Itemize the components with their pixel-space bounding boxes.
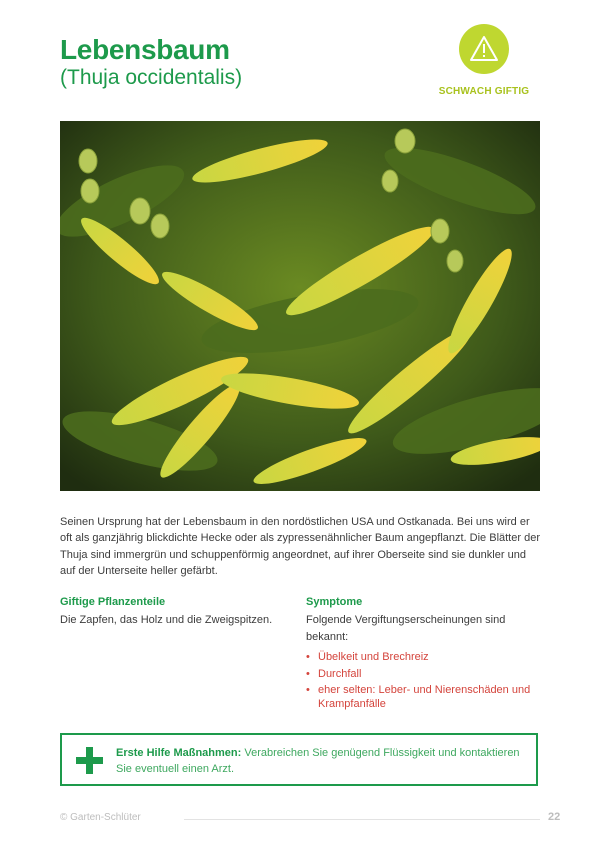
toxicity-label: SCHWACH GIFTIG [438,86,530,97]
footer-copyright: © Garten-Schlüter [60,812,141,823]
warning-triangle-icon [468,33,500,65]
footer-divider [184,819,540,820]
symptoms-list [306,651,540,711]
page-number: 22 [548,811,561,823]
list-item: • Übelkeit und Brechreiz [306,651,540,665]
latin-name: (Thuja occidentalis) [60,66,243,89]
list-item: • Durchfall [306,668,540,682]
symptoms-intro: Folgende Vergiftungserscheinungen sind bekannt: [306,614,506,643]
first-aid-instructions: Verabreichen Sie genügend Flüssigkeit und kontaktieren Sie eventuell einen Arzt. [116,747,520,775]
plant-photo [60,121,540,491]
first-aid-box [60,733,538,786]
symptoms-section [306,596,540,714]
plus-icon [76,747,103,774]
page-title: Lebensbaum [60,34,230,65]
list-item: • eher selten: Leber- und Nierenschäden und Krampfanfälle [306,684,540,711]
poisonous-parts-heading: Giftige Pflanzenteile [60,596,166,608]
plant-description: Seinen Ursprung hat der Lebensbaum in den nordöstlichen USA und Ostkanada. Bei uns wird er oft als ganzjährig blickdichte Hecke oder als zypressenähnlicher Baum angepflanzt. Die Blätter der Thuja sind immergrün und schuppenförmig angeordnet, auf ihrer Oberseite sind sie dunkler und auf der Unterseite heller gefärbt. [60,516,540,577]
poisonous-parts-section [60,596,290,629]
poisonous-parts-text: Die Zapfen, das Holz und die Zweigspitzen. [60,614,273,626]
first-aid-text [116,745,528,777]
toxicity-badge [459,24,509,74]
first-aid-label: Erste Hilfe Maßnahmen: [116,747,242,759]
symptoms-heading: Symptome [306,596,363,608]
